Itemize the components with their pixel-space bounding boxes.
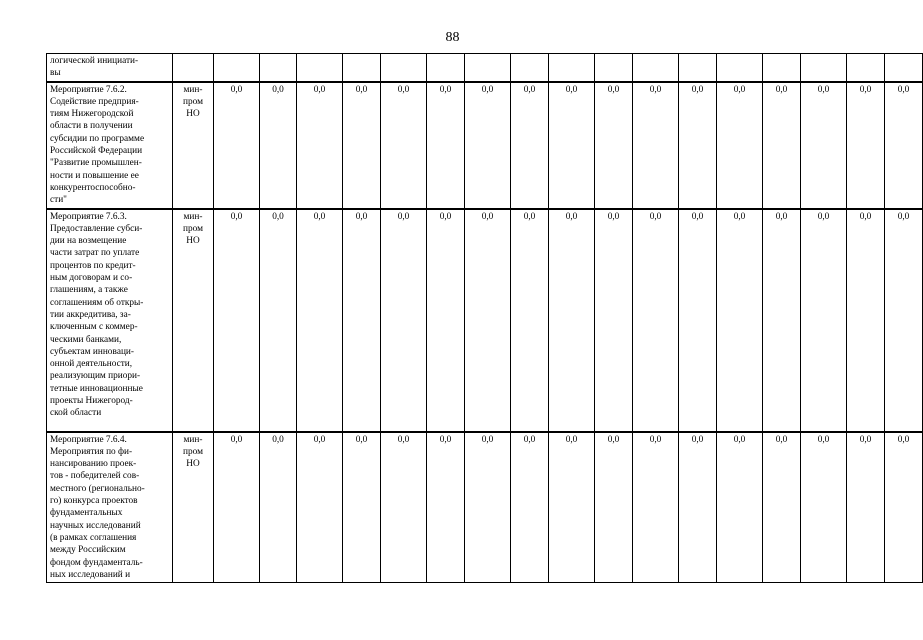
value-cell: 0,0 [260, 432, 297, 583]
value-cell: 0,0 [381, 82, 427, 209]
program-table [46, 53, 923, 583]
value-cell: 0,0 [511, 432, 549, 583]
value-cell: 0,0 [595, 82, 633, 209]
value-cell: 0,0 [511, 82, 549, 209]
value-cell: 0,0 [717, 209, 763, 432]
page-number: 88 [445, 30, 460, 45]
value-cell: 0,0 [343, 432, 381, 583]
value-cell: 0,0 [595, 432, 633, 583]
value-cell [214, 54, 260, 82]
value-cell [885, 54, 923, 82]
value-cell: 0,0 [465, 209, 511, 432]
value-cell [297, 54, 343, 82]
value-cell: 0,0 [381, 209, 427, 432]
value-cell [679, 54, 717, 82]
activity-name-cell: Мероприятие 7.6.4. Мероприятия по фи- нансированию проек- тов - победителей сов- местного (регионально- го) конкурса проектов фундаментальных научных исследований (в рамках соглашения между Российским фондом фундаменталь- ных исследований и [47, 432, 173, 583]
table-row [47, 82, 923, 209]
value-cell: 0,0 [214, 209, 260, 432]
value-cell [763, 54, 801, 82]
value-cell: 0,0 [511, 209, 549, 432]
value-cell [427, 54, 465, 82]
value-cell: 0,0 [549, 209, 595, 432]
value-cell: 0,0 [885, 82, 923, 209]
value-cell: 0,0 [801, 82, 847, 209]
table-row [47, 432, 923, 583]
value-cell: 0,0 [214, 82, 260, 209]
value-cell [801, 54, 847, 82]
activity-name-cell: логической инициати- вы [47, 54, 173, 82]
value-cell: 0,0 [801, 432, 847, 583]
value-cell: 0,0 [465, 432, 511, 583]
table-row [47, 209, 923, 432]
value-cell: 0,0 [763, 209, 801, 432]
value-cell: 0,0 [427, 82, 465, 209]
value-cell: 0,0 [679, 432, 717, 583]
value-cell: 0,0 [633, 82, 679, 209]
value-cell: 0,0 [297, 209, 343, 432]
value-cell: 0,0 [679, 82, 717, 209]
value-cell [717, 54, 763, 82]
value-cell: 0,0 [297, 432, 343, 583]
value-cell: 0,0 [260, 209, 297, 432]
value-cell: 0,0 [847, 209, 885, 432]
value-cell: 0,0 [549, 82, 595, 209]
value-cell: 0,0 [549, 432, 595, 583]
value-cell [847, 54, 885, 82]
value-cell: 0,0 [679, 209, 717, 432]
value-cell: 0,0 [343, 82, 381, 209]
value-cell: 0,0 [763, 432, 801, 583]
value-cell [381, 54, 427, 82]
value-cell: 0,0 [717, 82, 763, 209]
value-cell: 0,0 [427, 209, 465, 432]
value-cell: 0,0 [260, 82, 297, 209]
value-cell: 0,0 [595, 209, 633, 432]
value-cell: 0,0 [801, 209, 847, 432]
value-cell: 0,0 [633, 209, 679, 432]
value-cell: 0,0 [885, 209, 923, 432]
value-cell [549, 54, 595, 82]
value-cell [511, 54, 549, 82]
value-cell: 0,0 [885, 432, 923, 583]
value-cell: 0,0 [343, 209, 381, 432]
activity-name-cell: Мероприятие 7.6.2. Содействие предприя- тиям Нижегородской области в получении субсидии по программе Российской Федерации "Развитие промышлен- ности и повышение ее конкурентоспособно- сти" [47, 82, 173, 209]
value-cell: 0,0 [717, 432, 763, 583]
value-cell: 0,0 [427, 432, 465, 583]
value-cell [595, 54, 633, 82]
value-cell: 0,0 [847, 432, 885, 583]
responsible-cell: мин- пром НО [173, 209, 214, 432]
value-cell: 0,0 [633, 432, 679, 583]
value-cell: 0,0 [847, 82, 885, 209]
value-cell: 0,0 [214, 432, 260, 583]
value-cell [343, 54, 381, 82]
responsible-cell [173, 54, 214, 82]
value-cell [633, 54, 679, 82]
value-cell: 0,0 [763, 82, 801, 209]
value-cell: 0,0 [465, 82, 511, 209]
table-row [47, 54, 923, 82]
value-cell [465, 54, 511, 82]
value-cell [260, 54, 297, 82]
activity-name-cell: Мероприятие 7.6.3. Предоставление субси- дии на возмещение части затрат по уплате процентов по кредит- ным договорам и со- глашениям, а также соглашениям об откры- тии аккредитива, за- ключенным с коммер- ческими банками, субъектам инновaци- онной деятельности, реализующим приори- тетные инновационные проекты Нижегород- ской области [47, 209, 173, 432]
responsible-cell: мин- пром НО [173, 432, 214, 583]
value-cell: 0,0 [297, 82, 343, 209]
value-cell: 0,0 [381, 432, 427, 583]
table-body [47, 54, 923, 583]
responsible-cell: мин- пром НО [173, 82, 214, 209]
